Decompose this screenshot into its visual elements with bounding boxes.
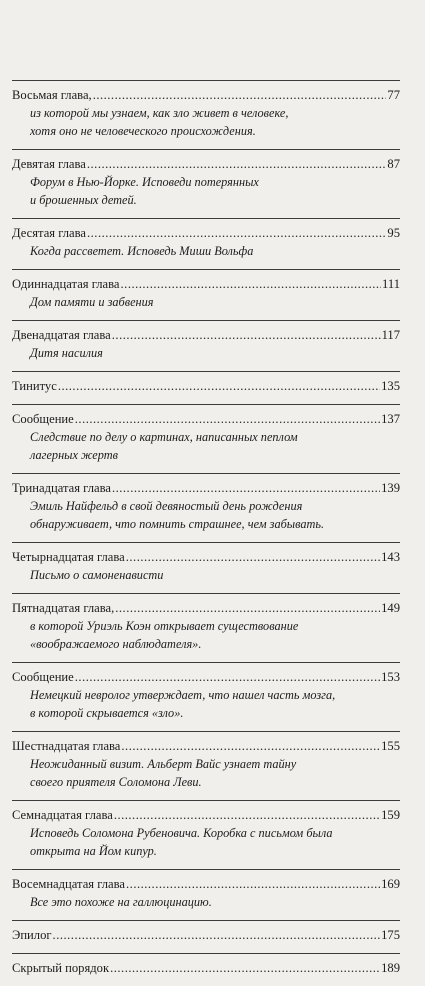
separator-line xyxy=(12,593,400,594)
toc-entry xyxy=(12,371,400,395)
toc-entry xyxy=(12,542,400,584)
dot-leader xyxy=(75,411,380,428)
dot-leader xyxy=(126,549,380,566)
chapter-subtitle: Форум в Нью-Йорке. Исповеди потерянных xyxy=(30,175,259,189)
dot-leader xyxy=(110,960,380,977)
toc-entry xyxy=(12,731,400,791)
toc-entry-line xyxy=(12,411,400,428)
dot-leader xyxy=(93,87,387,104)
chapter-title: Восьмая глава, xyxy=(12,88,92,102)
chapter-title: Скрытый порядок xyxy=(12,961,110,975)
chapter-subtitle: и брошенных детей. xyxy=(30,193,137,207)
chapter-subtitle: Неожиданный визит. Альберт Вайс узнает тайну xyxy=(30,757,297,771)
chapter-subtitle: хотя оно не человеческого происхождения. xyxy=(30,124,256,138)
chapter-subtitle: обнаруживает, что помнить страшнее, чем забывать. xyxy=(30,517,325,531)
toc-entry-line xyxy=(12,276,400,293)
separator-line xyxy=(12,662,400,663)
toc-entry xyxy=(12,218,400,260)
page-number: 111 xyxy=(382,277,400,291)
chapter-title: Тринадцатая глава xyxy=(12,481,111,495)
toc-entry-line xyxy=(12,156,400,173)
toc-entry-line xyxy=(12,669,400,686)
page-number: 175 xyxy=(381,928,400,942)
toc-entry-line xyxy=(12,738,400,755)
toc-entry xyxy=(12,269,400,311)
toc-entry xyxy=(12,662,400,722)
chapter-subtitle: Немецкий невролог утверждает, что нашел часть мозга, xyxy=(30,688,336,702)
toc-entry xyxy=(12,920,400,944)
chapter-subtitle: Письмо о самоненависти xyxy=(30,568,164,582)
chapter-subtitle: в которой Уриэль Коэн открывает существование xyxy=(30,619,299,633)
toc-entry xyxy=(12,800,400,860)
chapter-subtitle: лагерных жертв xyxy=(30,448,118,462)
separator-line xyxy=(12,218,400,219)
toc-entry xyxy=(12,149,400,209)
dot-leader xyxy=(53,927,381,944)
toc-entry-line xyxy=(12,807,400,824)
page-number: 189 xyxy=(381,961,400,975)
page-number: 159 xyxy=(381,808,400,822)
chapter-title: Шестнадцатая глава xyxy=(12,739,121,753)
page-number: 143 xyxy=(381,550,400,564)
toc-entry-line xyxy=(12,378,400,395)
chapter-subtitle: Следствие по делу о картинах, написанных пеплом xyxy=(30,430,298,444)
chapter-title: Одиннадцатая глава xyxy=(12,277,120,291)
page-number: 153 xyxy=(381,670,400,684)
page-number: 95 xyxy=(387,226,400,240)
chapter-subtitle: Эмиль Найфельд в свой девяностый день рождения xyxy=(30,499,303,513)
page-number: 117 xyxy=(381,328,400,342)
dot-leader xyxy=(115,600,380,617)
page-number: 155 xyxy=(381,739,400,753)
chapter-title: Четырнадцатая глава xyxy=(12,550,125,564)
chapter-subtitle: Исповедь Соломона Рубеновича. Коробка с письмом была xyxy=(30,826,333,840)
dot-leader xyxy=(112,480,380,497)
separator-line xyxy=(12,473,400,474)
separator-line xyxy=(12,953,400,954)
separator-line xyxy=(12,371,400,372)
dot-leader xyxy=(112,327,381,344)
chapter-title: Семнадцатая глава xyxy=(12,808,113,822)
toc-entry-line xyxy=(12,549,400,566)
dot-leader xyxy=(87,225,386,242)
separator-line xyxy=(12,869,400,870)
chapter-subtitle: «воображаемого наблюдателя». xyxy=(30,637,202,651)
toc-entry-line xyxy=(12,225,400,242)
chapter-subtitle: открыта на Йом кипур. xyxy=(30,844,157,858)
chapter-subtitle: из которой мы узнаем, как зло живет в человеке, xyxy=(30,106,289,120)
page-number: 169 xyxy=(381,877,400,891)
separator-line xyxy=(12,80,400,81)
toc-entry xyxy=(12,473,400,533)
separator-line xyxy=(12,542,400,543)
dot-leader xyxy=(87,156,387,173)
separator-line xyxy=(12,149,400,150)
chapter-title: Двенадцатая глава xyxy=(12,328,111,342)
page-number: 149 xyxy=(381,601,400,615)
page-number: 139 xyxy=(381,481,400,495)
toc-entry xyxy=(12,953,400,977)
chapter-subtitle: Дом памяти и забвения xyxy=(30,295,154,309)
chapter-subtitle: Дитя насилия xyxy=(30,346,103,360)
chapter-title: Сообщение xyxy=(12,412,74,426)
chapter-subtitle: своего приятеля Соломона Леви. xyxy=(30,775,202,789)
dot-leader xyxy=(114,807,380,824)
toc-entry-line xyxy=(12,87,400,104)
chapter-title: Тинитус xyxy=(12,379,57,393)
dot-leader xyxy=(121,738,380,755)
page-number: 87 xyxy=(387,157,400,171)
chapter-title: Эпилог xyxy=(12,928,52,942)
toc-entry-line xyxy=(12,480,400,497)
toc-entry xyxy=(12,593,400,653)
chapter-subtitle: Когда рассветет. Исповедь Миши Вольфа xyxy=(30,244,254,258)
dot-leader xyxy=(126,876,380,893)
chapter-subtitle: в которой скрывается «зло». xyxy=(30,706,184,720)
separator-line xyxy=(12,920,400,921)
separator-line xyxy=(12,320,400,321)
page-number: 135 xyxy=(381,379,400,393)
table-of-contents xyxy=(12,80,400,986)
chapter-title: Пятнадцатая глава, xyxy=(12,601,115,615)
page-number: 77 xyxy=(387,88,400,102)
chapter-title: Сообщение xyxy=(12,670,74,684)
separator-line xyxy=(12,404,400,405)
dot-leader xyxy=(58,378,380,395)
toc-entry xyxy=(12,869,400,911)
toc-entry-line xyxy=(12,327,400,344)
chapter-subtitle: Все это похоже на галлюцинацию. xyxy=(30,895,212,909)
chapter-title: Восемнадцатая глава xyxy=(12,877,126,891)
dot-leader xyxy=(75,669,380,686)
toc-entry-line xyxy=(12,600,400,617)
toc-entry-line xyxy=(12,876,400,893)
toc-entry-line xyxy=(12,927,400,944)
chapter-title: Десятая глава xyxy=(12,226,86,240)
toc-entry xyxy=(12,80,400,140)
separator-line xyxy=(12,800,400,801)
toc-entry xyxy=(12,320,400,362)
toc-entry xyxy=(12,404,400,464)
chapter-title: Девятая глава xyxy=(12,157,86,171)
separator-line xyxy=(12,731,400,732)
separator-line xyxy=(12,269,400,270)
toc-entry-line xyxy=(12,960,400,977)
page-number: 137 xyxy=(381,412,400,426)
dot-leader xyxy=(121,276,382,293)
